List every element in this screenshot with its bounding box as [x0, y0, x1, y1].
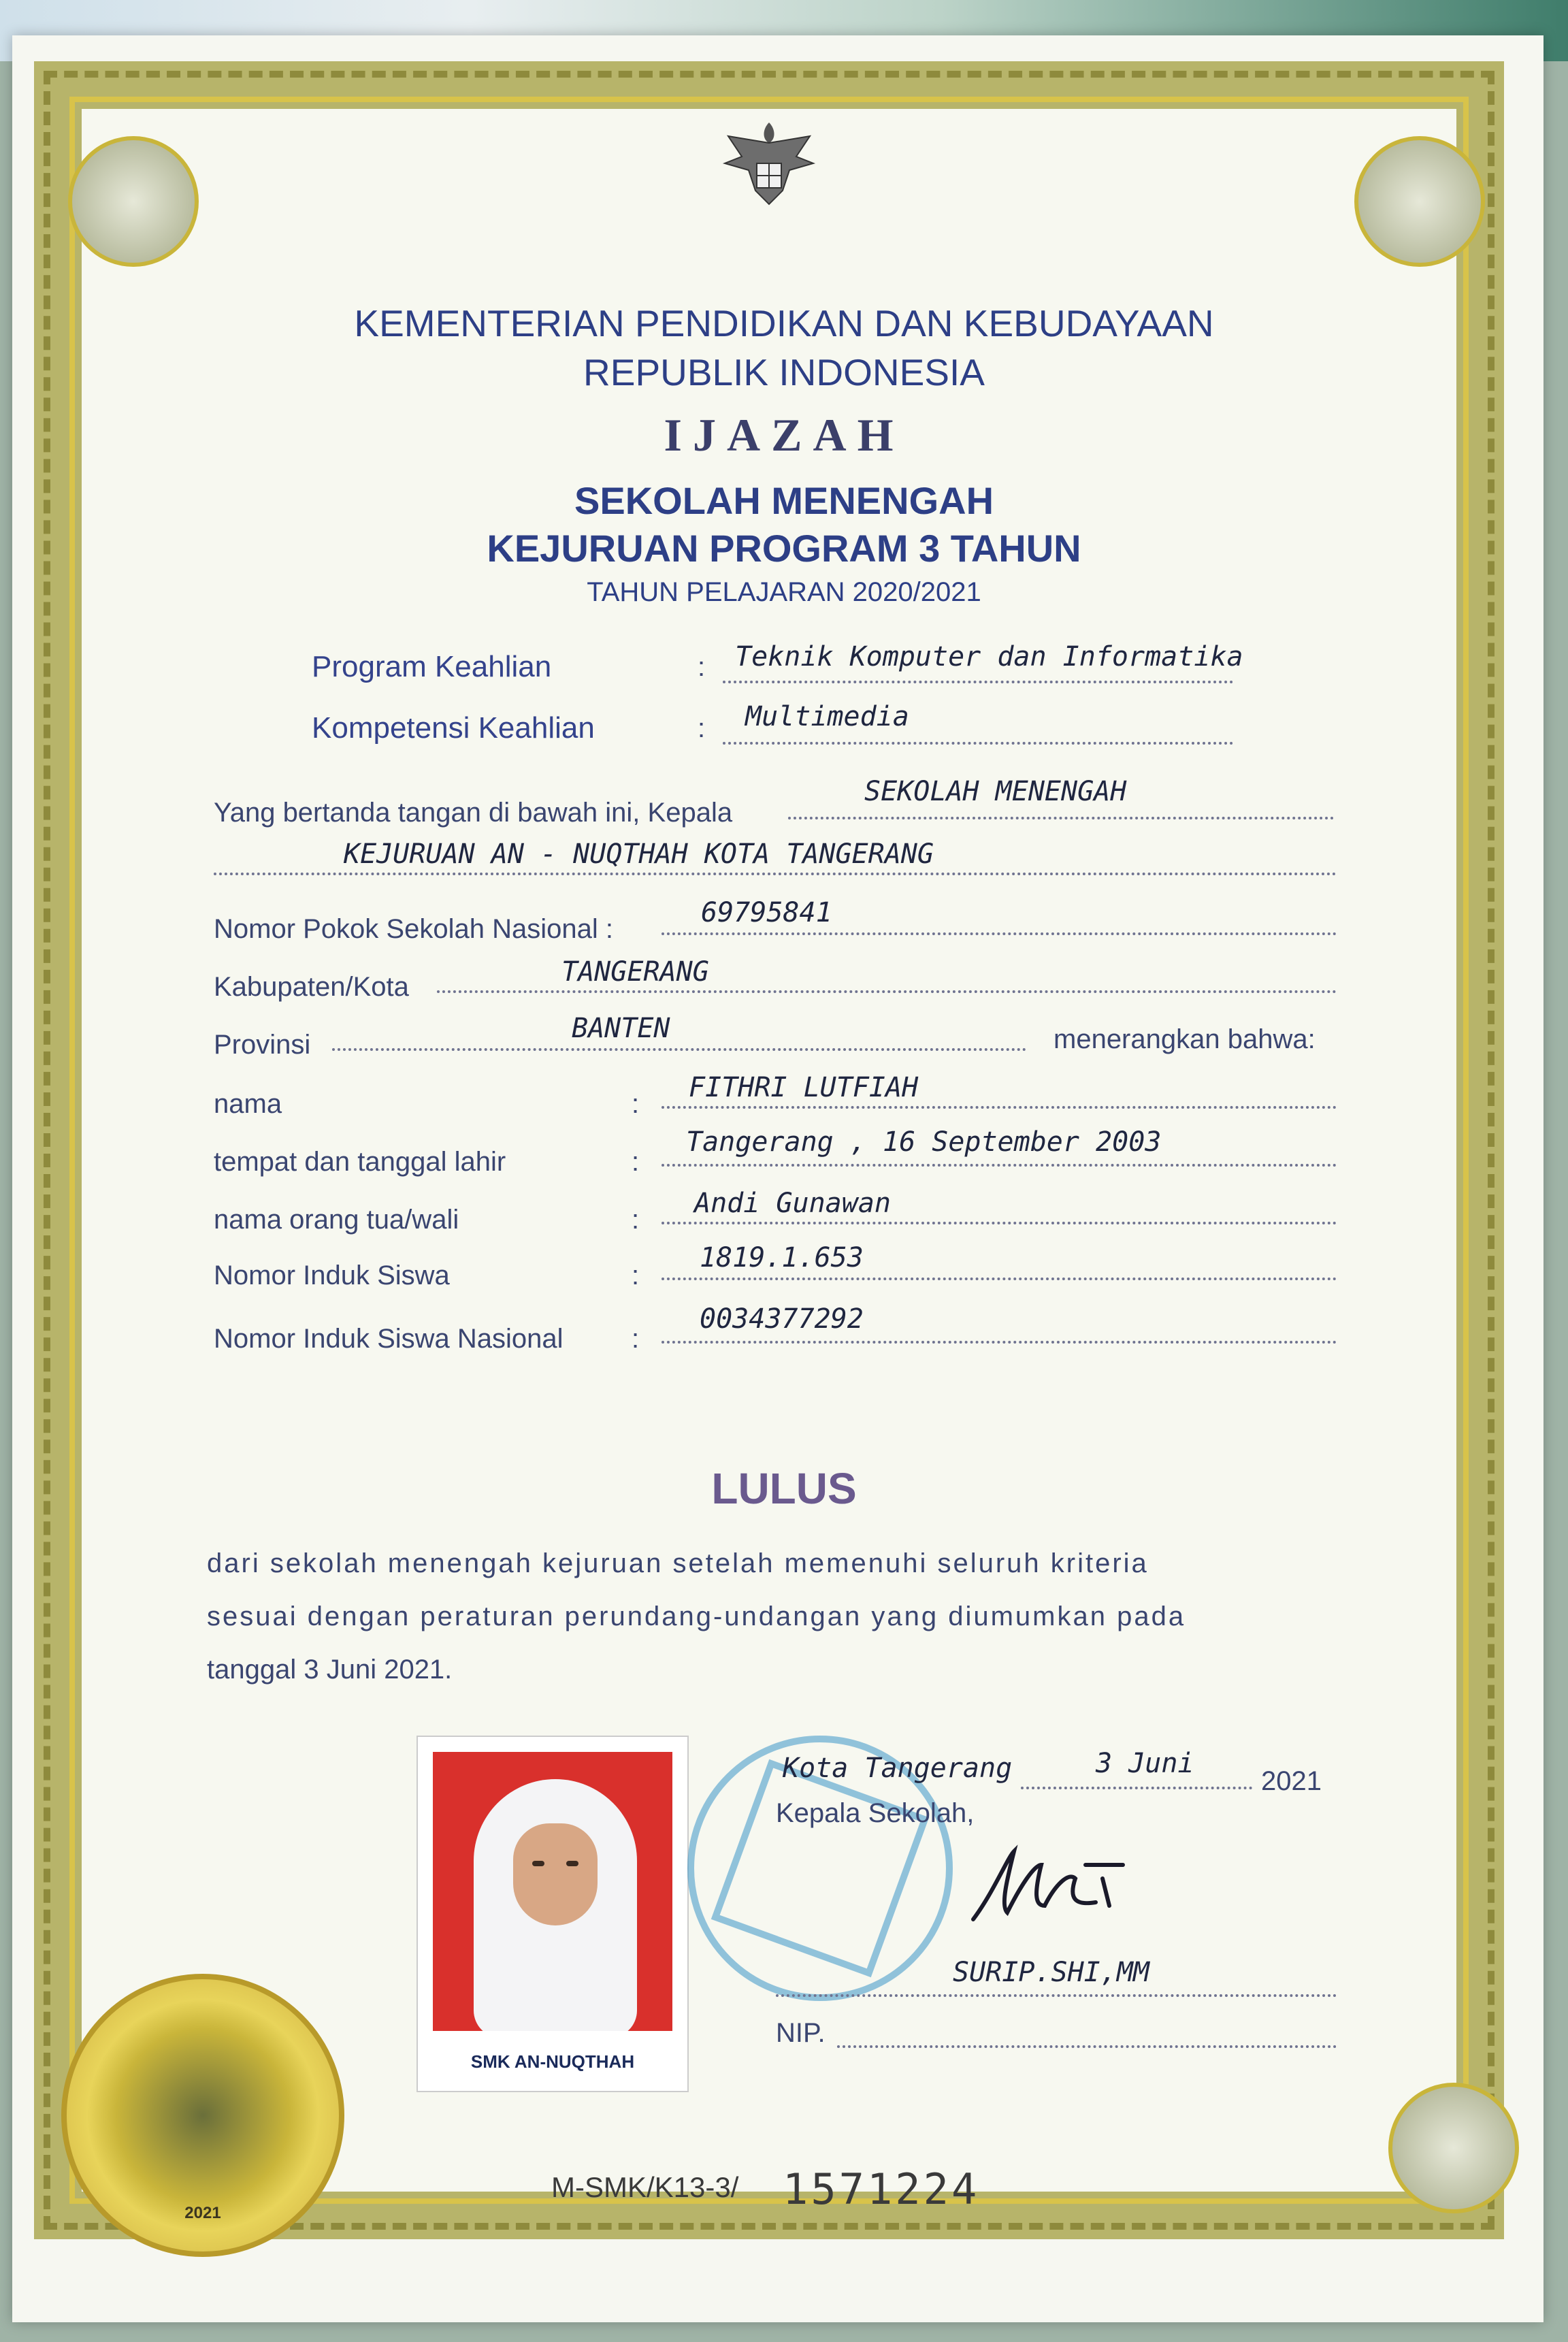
- colon: :: [632, 1324, 640, 1354]
- city-value: TANGERANG: [561, 956, 709, 988]
- dotted-line: [788, 817, 1334, 819]
- signature-year: 2021: [1261, 1766, 1322, 1796]
- dotted-line: [1021, 1787, 1252, 1789]
- colon: :: [632, 1147, 640, 1177]
- school-type-line2: KEJURUAN PROGRAM 3 TAHUN: [487, 527, 1081, 570]
- academic-year: TAHUN PELAJARAN 2020/2021: [587, 577, 981, 607]
- nis-label: Nomor Induk Siswa: [214, 1261, 450, 1290]
- photo-face: [513, 1823, 598, 1925]
- program-value: Teknik Komputer dan Informatika: [735, 641, 1243, 672]
- npsn-label: Nomor Pokok Sekolah Nasional :: [214, 914, 613, 944]
- hologram-seal-icon: [61, 1974, 344, 2257]
- corner-medallion-top-left: [68, 136, 199, 267]
- dotted-line: [837, 2045, 1337, 2048]
- colon: :: [632, 1261, 640, 1290]
- colon: :: [698, 652, 706, 682]
- dotted-line: [662, 1222, 1337, 1224]
- ministry-title: KEMENTERIAN PENDIDIKAN DAN KEBUDAYAAN: [354, 302, 1214, 344]
- nisn-value: 0034377292: [700, 1303, 864, 1335]
- country-title: REPUBLIK INDONESIA: [583, 351, 985, 393]
- dotted-line: [723, 742, 1233, 745]
- school-name-line1: SEKOLAH MENENGAH: [864, 776, 1127, 807]
- student-name-value: FITHRI LUTFIAH: [689, 1072, 919, 1103]
- dotted-line: [437, 990, 1337, 993]
- garuda-emblem-icon: [715, 116, 823, 218]
- birth-label: tempat dan tanggal lahir: [214, 1147, 506, 1177]
- dotted-line: [662, 1164, 1337, 1167]
- handwritten-signature-icon: [966, 1838, 1130, 1933]
- corner-medallion-top-right: [1354, 136, 1485, 267]
- result-text-line3: tanggal 3 Juni 2021.: [207, 1655, 453, 1685]
- competency-label: Kompetensi Keahlian: [312, 711, 595, 745]
- dotted-line: [662, 1341, 1337, 1344]
- dotted-line: [662, 1278, 1337, 1280]
- statement-intro: Yang bertanda tangan di bawah ini, Kepala: [214, 798, 733, 828]
- dotted-line: [662, 1106, 1337, 1109]
- nip-label: NIP.: [776, 2018, 826, 2048]
- colon: :: [698, 713, 706, 743]
- province-label: Provinsi: [214, 1030, 311, 1060]
- photo-background: [433, 1752, 672, 2031]
- program-label: Program Keahlian: [312, 650, 552, 683]
- nis-value: 1819.1.653: [700, 1242, 864, 1273]
- seal-year: 2021: [184, 2204, 221, 2222]
- result-text-line2: sesuai dengan peraturan perundang-undangan yang diumumkan pada: [207, 1601, 1186, 1631]
- photo-eye: [566, 1861, 578, 1866]
- corner-medallion-bottom-right: [1388, 2083, 1519, 2213]
- colon: :: [632, 1089, 640, 1119]
- parent-value: Andi Gunawan: [694, 1188, 891, 1219]
- dotted-line: [723, 681, 1233, 683]
- serial-number: 1571224: [783, 2164, 980, 2214]
- province-value: BANTEN: [572, 1013, 670, 1044]
- student-photo: [416, 1736, 689, 2092]
- colon: :: [632, 1205, 640, 1235]
- declares-text: menerangkan bahwa:: [1054, 1024, 1316, 1054]
- document-title: IJAZAH: [664, 409, 904, 461]
- parent-label: nama orang tua/wali: [214, 1205, 459, 1235]
- dotted-line: [662, 932, 1337, 935]
- photo-eye: [532, 1861, 544, 1866]
- dotted-line: [214, 873, 1337, 875]
- dotted-line: [776, 1994, 1337, 1997]
- city-label: Kabupaten/Kota: [214, 972, 409, 1002]
- student-name-label: nama: [214, 1089, 282, 1119]
- school-type-line1: SEKOLAH MENENGAH: [574, 479, 994, 522]
- serial-prefix: M-SMK/K13-3/: [551, 2171, 739, 2203]
- signature-date: 3 Juni: [1096, 1748, 1194, 1779]
- npsn-value: 69795841: [701, 897, 832, 928]
- photo-caption: SMK AN-NUQTHAH: [470, 2051, 635, 2072]
- signature-place: Kota Tangerang: [783, 1753, 1013, 1784]
- stamp-inner-square: [711, 1759, 929, 1977]
- result-text-line1: dari sekolah menengah kejuruan setelah memenuhi seluruh kriteria: [207, 1548, 1149, 1578]
- principal-name: SURIP.SHI,MM: [953, 1957, 1149, 1988]
- birth-value: Tangerang , 16 September 2003: [686, 1126, 1162, 1158]
- school-name-line2: KEJURUAN AN - NUQTHAH KOTA TANGERANG: [344, 839, 934, 870]
- signature-title: Kepala Sekolah,: [776, 1798, 975, 1828]
- graduation-status: LULUS: [711, 1464, 857, 1513]
- nisn-label: Nomor Induk Siswa Nasional: [214, 1324, 564, 1354]
- dotted-line: [332, 1048, 1026, 1051]
- competency-value: Multimedia: [745, 701, 909, 732]
